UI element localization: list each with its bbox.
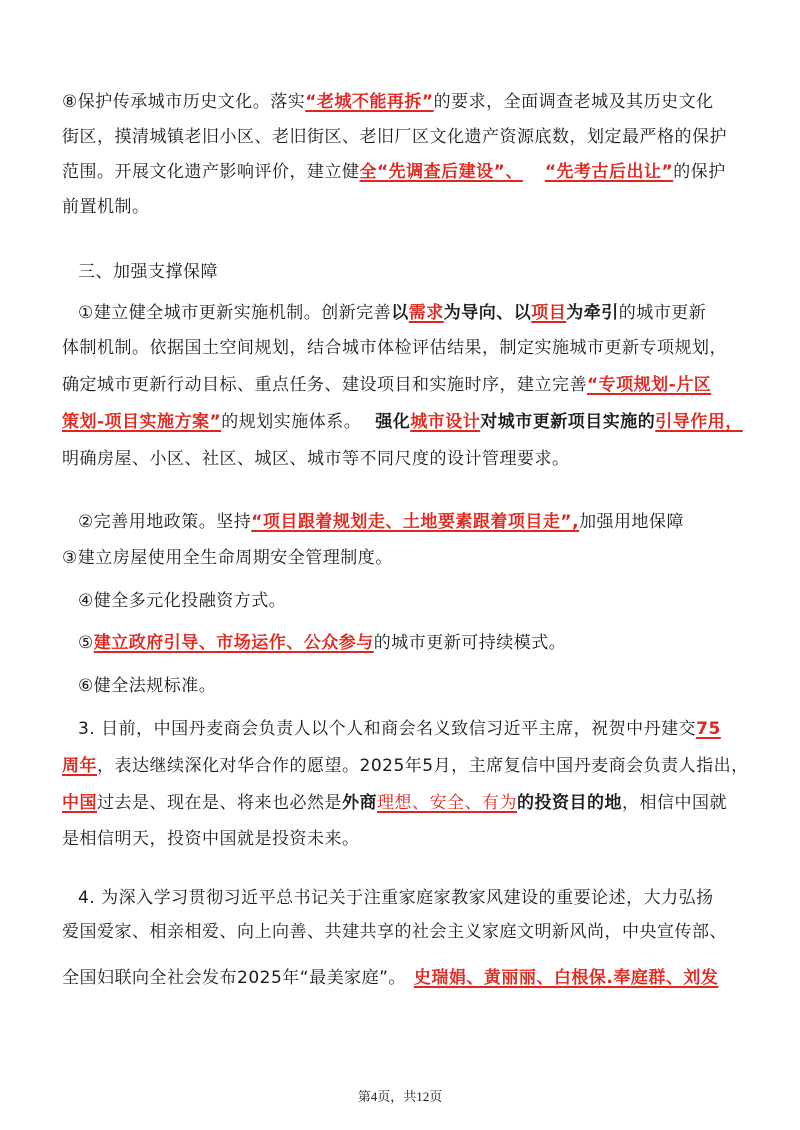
highlight-archaeology-first: “先考古后出让”: [544, 162, 674, 182]
para-8-line-4: 前置机制。: [62, 197, 150, 217]
news-3-line-4: 是相信明天，投资中国就是投资未来。: [62, 829, 360, 849]
news-3-line-1: 3. 日前，中国丹麦商会负责人以个人和商会名义致信习近平主席，祝贺中丹建交75: [78, 719, 721, 739]
item-1-line-3: 确定城市更新行动目标、重点任务、建设项目和实施时序，建立完善“专项规划-片区: [62, 375, 712, 395]
item-1-line-1: ①建立健全城市更新实施机制。创新完善以需求为导向、以项目为牵引的城市更新: [78, 303, 707, 323]
news-4-line-2: 爱国爱家、相亲相爱、向上向善、共建共享的社会主义家庭文明新风尚，中央宣传部、: [62, 922, 727, 942]
item-1-line-5: 明确房屋、小区、社区、城区、城市等不同尺度的设计管理要求。: [62, 449, 570, 469]
item-1-line-4: 策划-项目实施方案”的规划实施体系。 强化城市设计对城市更新项目实施的引导作用，: [62, 412, 743, 432]
news-3-line-3: 中国过去是、现在是、将来也必然是外商理想、安全、有为的投资目的地，相信中国就: [62, 793, 727, 813]
item-3-line: ③建立房屋使用全生命周期安全管理制度。: [62, 548, 393, 568]
highlight-investigate-first: 全“先调查后建设”、: [359, 162, 523, 182]
page-number-footer: 第4页，共12页: [357, 1089, 443, 1104]
news-4-line-3: 全国妇联向全社会发布2025年“最美家庭”。 史瑞娟、黄丽丽、白根保.奉庭群、刘发: [62, 968, 719, 988]
news-3-line-2: 周年，表达继续深化对华合作的愿望。2025年5月，主席复信中国丹麦商会负责人指出，: [62, 756, 749, 776]
news-4-line-1: 4. 为深入学习贯彻习近平总书记关于注重家庭家教家风建设的重要论述，大力弘扬: [78, 888, 714, 908]
item-1-line-2: 体制机制。依据国土空间规划，结合城市体检评估结果，制定实施城市更新专项规划，: [62, 338, 727, 358]
section-heading: 三、加强支撑保障: [78, 262, 218, 282]
item-5-line: ⑤建立政府引导、市场运作、公众参与的城市更新可持续模式。: [78, 633, 567, 653]
highlight-old-city: “老城不能再拆”: [305, 92, 434, 112]
item-2-line: ②完善用地政策。坚持“项目跟着规划走、土地要素跟着项目走”,加强用地保障: [78, 512, 685, 532]
item-4-line: ④健全多元化投融资方式。: [78, 591, 287, 611]
para-8-line-3: 范围。开展文化遗产影响评价，建立健全“先调查后建设”、 “先考古后出让”的保护: [62, 162, 726, 182]
para-8-line-2: 街区，摸清城镇老旧小区、老旧街区、老旧厂区文化遗产资源底数，划定最严格的保护: [62, 127, 727, 147]
item-6-line: ⑥健全法规标准。: [78, 676, 217, 696]
para-8-line-1: ⑧保护传承城市历史文化。落实“老城不能再拆”的要求，全面调查老城及其历史文化: [62, 92, 714, 112]
